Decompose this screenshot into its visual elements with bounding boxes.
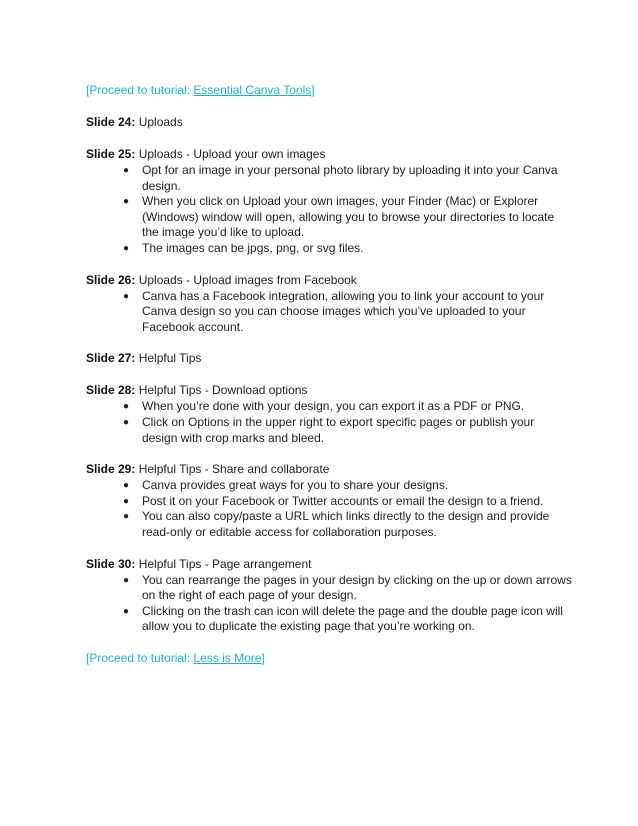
bullet-item [86,163,572,194]
bullet-dot-icon: ● [123,511,130,523]
link-less-is-more[interactable]: Less is More [193,650,262,665]
slides-list [86,115,586,635]
slide-title: Helpful Tips - Page arrangement [135,556,312,571]
nav-previous-tutorial [86,83,586,99]
link-essential-canva-tools[interactable]: Essential Canva Tools [193,83,312,97]
bullet-list [86,478,586,540]
slide-label: Slide 28: [86,383,136,398]
slide-title: Helpful Tips - Download options [135,383,308,398]
bullet-list [86,289,586,336]
slide-block-26 [86,273,586,336]
slide-heading [86,557,586,573]
slide-heading [86,383,586,399]
bullet-text: When you’re done with your design, you can export it as a PDF or PNG. [142,399,525,414]
bullet-item [86,241,572,257]
bullet-list [86,163,586,257]
bullet-item [86,415,572,446]
slide-block-25 [86,147,586,257]
bullet-text: Post it on your Facebook or Twitter accounts or email the design to a friend. [142,493,544,508]
bullet-item [86,399,572,415]
nav-suffix: ] [261,650,265,665]
nav-suffix: ] [311,83,315,97]
slide-block-28 [86,383,586,446]
bullet-text: When you click on Upload your own images, your Finder (Mac) or Explorer (Windows) window will open, allowing you to browse your directories to locate the image you’d like to upload. [142,194,555,240]
bullet-list [86,573,586,635]
bullet-dot-icon: ● [123,416,130,428]
slide-heading [86,115,586,131]
bullet-text: Clicking on the trash can icon will delete the page and the double page icon will allow you to duplicate the existing page that you’re working on. [142,603,563,634]
nav-next-tutorial [86,651,586,667]
bullet-dot-icon: ● [123,242,130,254]
slide-title: Uploads - Upload images from Facebook [135,272,357,287]
bullet-text: Canva has a Facebook integration, allowing you to link your account to your Canva design so you can choose images which you’ve uploaded to your Facebook account. [142,288,545,334]
slide-label: Slide 29: [86,462,136,477]
bullet-text: Opt for an image in your personal photo library by uploading it into your Canva design. [142,163,558,193]
slide-title: Helpful Tips - Share and collaborate [135,462,330,477]
slide-label: Slide 27: [86,351,136,366]
slide-title: Uploads - Upload your own images [135,147,326,161]
slide-block-24 [86,115,586,131]
bullet-dot-icon: ● [123,495,130,507]
slide-label: Slide 24: [86,115,136,129]
bullet-dot-icon: ● [123,401,130,413]
bullet-dot-icon: ● [123,290,130,302]
bullet-dot-icon: ● [123,165,130,176]
bullet-text: The images can be jpgs, png, or svg files. [142,240,364,255]
bullet-item [86,289,572,336]
slide-heading [86,147,586,163]
bullet-text: Canva provides great ways for you to share your designs. [142,478,449,493]
bullet-item [86,194,572,241]
slide-label: Slide 26: [86,272,136,287]
bullet-dot-icon: ● [123,605,130,617]
bullet-item [86,478,572,494]
document-page [86,83,586,667]
bullet-text: You can also copy/paste a URL which links directly to the design and provide read-only or editable access for collaboration purposes. [142,509,550,539]
bullet-dot-icon: ● [123,196,130,208]
bullet-item [86,509,572,540]
slide-heading [86,351,586,367]
bullet-item [86,604,572,635]
slide-title: Helpful Tips [135,351,202,366]
bullet-text: You can rearrange the pages in your design by clicking on the up or down arrows on the right of each page of your design. [142,572,572,603]
slide-heading [86,462,586,478]
slide-block-29 [86,462,586,540]
slide-title: Uploads [135,115,183,129]
slide-block-30 [86,557,586,635]
nav-prefix: [Proceed to tutorial: [86,650,194,665]
slide-label: Slide 25: [86,147,136,161]
nav-prefix: [Proceed to tutorial: [86,83,194,97]
bullet-text: Click on Options in the upper right to export specific pages or publish your design with crop marks and bleed. [142,414,535,445]
bullet-item [86,573,572,604]
slide-block-27 [86,351,586,367]
bullet-item [86,494,572,510]
bullet-dot-icon: ● [123,574,130,586]
slide-label: Slide 30: [86,556,136,571]
bullet-dot-icon: ● [123,480,130,492]
bullet-list [86,399,586,446]
slide-heading [86,273,586,289]
